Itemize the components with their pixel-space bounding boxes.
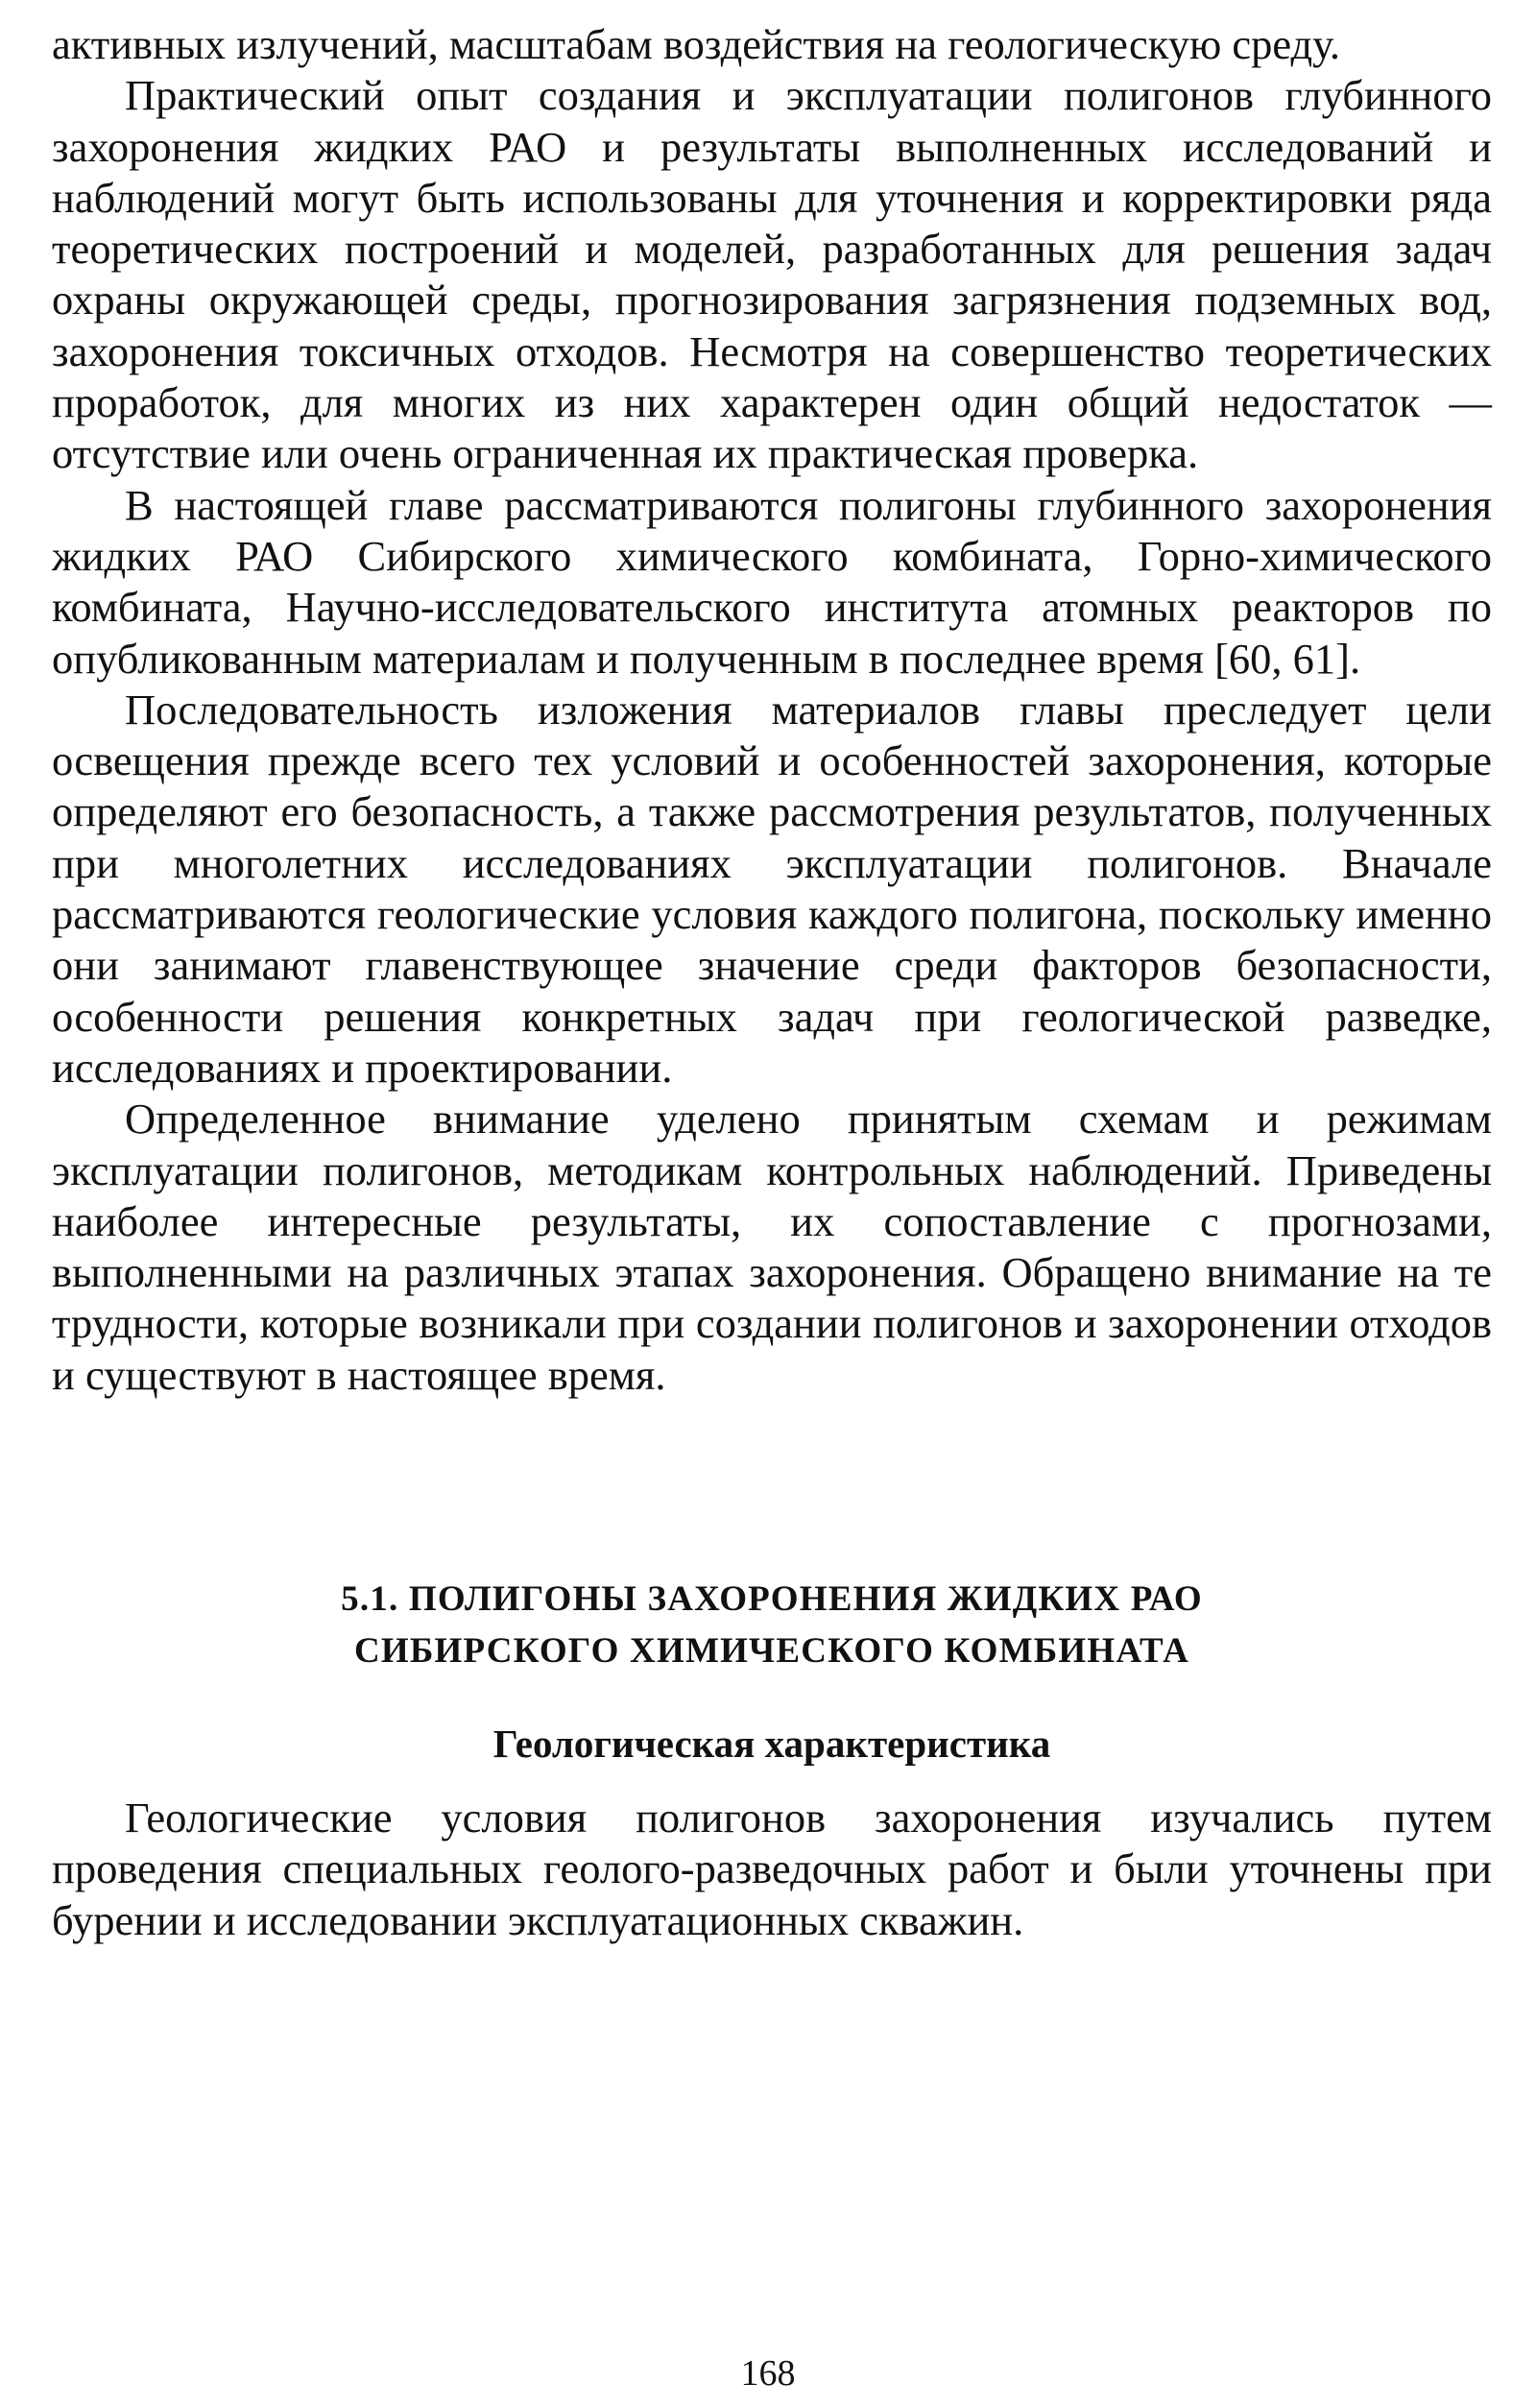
page-number: 168: [740, 2353, 796, 2394]
paragraph-continuation: активных излучений, масштабам воздействия на геологическую среду.: [52, 20, 1341, 68]
paragraph-geology: Геологические условия полигонов захоронения изучались путем проведения специальных геолого-разведочных работ и были уточнены при бурении и исследовании эксплуатационных скважин.: [52, 1794, 1492, 1944]
paragraph-practical-experience: Практический опыт создания и эксплуатации полигонов глубинного захоронения жидких РАО и результаты выполненных исследований и наблюдений могут быть использованы для уточнения и корректировки ряда теоретических построений и моделей, разработанных для решения задач охраны окружающей среды, прогнозирования загрязнения подземных вод, захоронения токсичных отходов. Несмотря на совершенство теоретических проработок, для многих из них характерен один общий недостаток — отсутствие или очень ограниченная их практическая проверка.: [52, 71, 1492, 478]
paragraph-sequence: Последовательность изложения материалов главы преследует цели освещения прежде всего тех условий и особенностей захоронения, которые определяют его безопасность, а также рассмотрения результатов, полученных при многолетних исследованиях эксплуатации полигонов. Вначале рассматриваются геологические условия каждого полигона, поскольку именно они занимают главенствующее значение среди факторов безопасности, особенности решения конкретных задач при геологической разведке, исследованиях и проектировании.: [52, 685, 1492, 1092]
section-heading-line-2: СИБИРСКОГО ХИМИЧЕСКОГО КОМБИНАТА: [354, 1631, 1189, 1672]
paragraph-chapter-scope: В настоящей главе рассматриваются полигоны глубинного захоронения жидких РАО Сибирского химического комбината, Горно-химического комбината, Научно-исследовательского института атомных реакторов по опубликованным материалам и полученным в последнее время [60, 61].: [52, 480, 1492, 683]
subsection-heading: Геологическая характеристика: [492, 1722, 1051, 1767]
paragraph-attention: Определенное внимание уделено принятым схемам и режимам эксплуатации полигонов, методикам контрольных наблюдений. Приведены наиболее интересные результаты, их сопоставление с прогнозами, выполненными на различных этапах захоронения. Обращено внимание на те трудности, которые возникали при создании полигонов и захоронении отходов и существуют в настоящее время.: [52, 1095, 1492, 1399]
section-heading-line-1: 5.1. ПОЛИГОНЫ ЗАХОРОНЕНИЯ ЖИДКИХ РАО: [341, 1579, 1203, 1620]
page-content: [52, 19, 1492, 1946]
section-heading: [52, 1574, 1492, 1677]
